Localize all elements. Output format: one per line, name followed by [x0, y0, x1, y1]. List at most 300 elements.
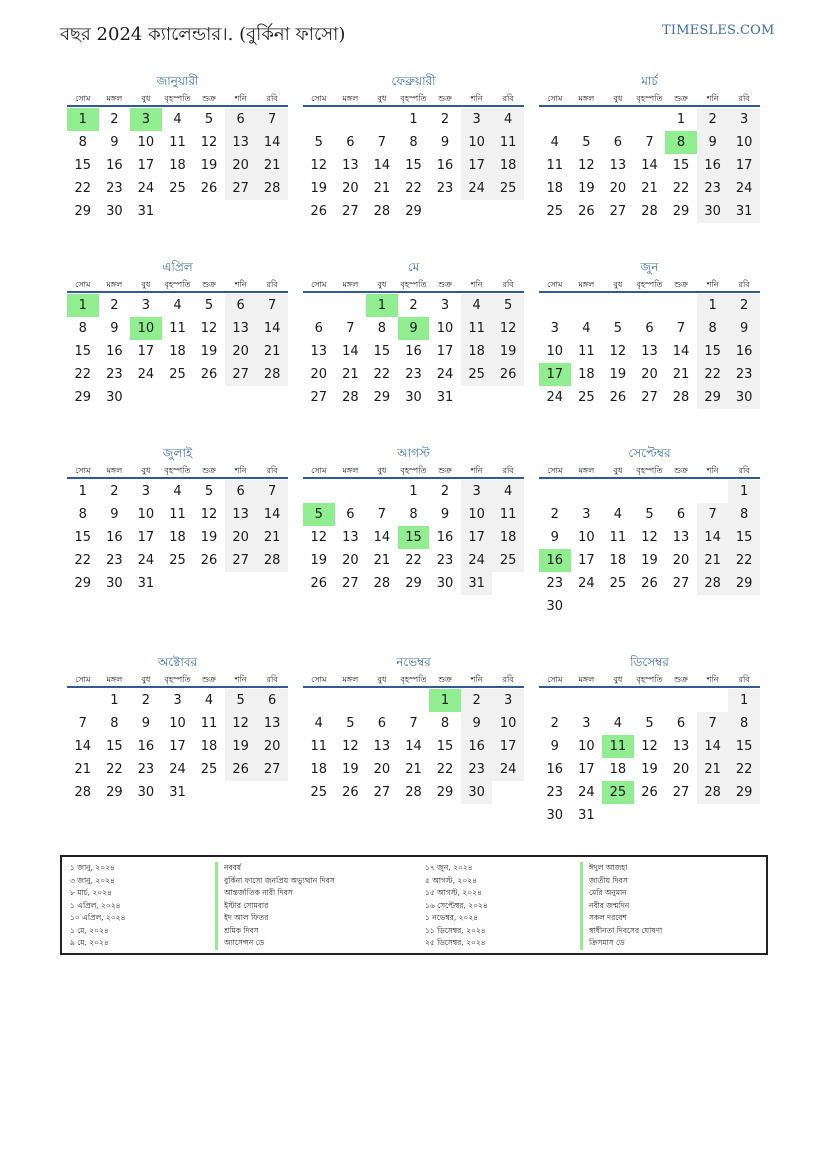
weekday-label: বৃহস্পতি [400, 280, 427, 289]
weekday-label: বৃহস্পতি [636, 675, 663, 684]
weekday-label: মঙ্গল [106, 94, 123, 103]
day-cell: 21 [256, 526, 288, 549]
holiday-date: ১৫ আগস্ট, ২০২৪ [425, 888, 482, 897]
month-block [539, 72, 760, 248]
day-cell: 14 [256, 317, 288, 340]
site-link[interactable]: TIMESLES.COM [662, 23, 775, 38]
day-cell: 7 [256, 108, 288, 131]
day-grid [303, 689, 524, 829]
weekday-label: শনি [706, 280, 719, 289]
day-cell: 12 [342, 739, 359, 754]
holiday-name: মেরি অনুমান [580, 887, 627, 900]
weekday-label: শনি [234, 280, 247, 289]
day-cell: 31 [169, 785, 186, 800]
day-cell: 20 [225, 340, 257, 363]
day-cell: 1 [728, 689, 760, 712]
holiday-day-cell: 1 [67, 108, 99, 131]
day-cell: 1 [409, 484, 418, 499]
day-cell: 12 [310, 530, 328, 545]
weekday-label: বুধ [377, 675, 387, 684]
day-cell: 24 [137, 553, 155, 568]
weekday-label: শনি [470, 280, 483, 289]
day-cell: 2 [440, 484, 450, 499]
day-cell: 27 [342, 204, 359, 219]
day-grid [67, 689, 288, 829]
day-cell: 25 [609, 576, 627, 591]
weekday-label: বুধ [141, 280, 151, 289]
day-cell: 5 [582, 135, 591, 150]
holiday-day-cell: 25 [602, 781, 634, 804]
day-cell: 13 [225, 317, 257, 340]
day-cell: 18 [461, 340, 493, 363]
day-cell: 13 [672, 530, 690, 545]
day-cell: 26 [225, 758, 257, 781]
day-cell: 3 [582, 507, 591, 522]
day-cell: 27 [225, 549, 257, 572]
weekday-header [67, 90, 288, 107]
month-name: নভেম্বর [396, 655, 431, 669]
day-cell: 28 [405, 785, 422, 800]
holiday-date: ১৬ সেপ্টেম্বর, ২০২৪ [425, 900, 488, 910]
day-cell: 11 [169, 135, 186, 150]
day-cell: 8 [440, 716, 450, 731]
day-cell: 22 [728, 758, 760, 781]
day-cell: 13 [641, 344, 658, 359]
day-cell: 16 [436, 158, 454, 173]
weekday-label: বুধ [141, 94, 151, 103]
day-cell: 2 [110, 112, 119, 127]
day-cell: 4 [204, 693, 214, 708]
day-cell: 11 [609, 530, 627, 545]
weekday-label: মঙ্গল [578, 280, 595, 289]
day-cell: 25 [546, 204, 564, 219]
day-cell: 20 [609, 181, 627, 196]
holiday-name: ক্রিসমাস ডে [580, 937, 625, 950]
day-cell: 23 [137, 762, 155, 777]
holiday-day-cell: 10 [130, 317, 162, 340]
day-cell: 13 [225, 503, 257, 526]
day-cell: 17 [137, 158, 155, 173]
weekday-header [539, 90, 760, 107]
day-cell: 25 [200, 762, 218, 777]
day-grid [303, 108, 524, 248]
day-cell: 26 [342, 785, 359, 800]
day-cell: 5 [204, 298, 214, 313]
day-cell: 10 [728, 131, 760, 154]
day-cell: 2 [461, 689, 493, 712]
holiday-name: বুর্কিনা ফাসো জনপ্রিয় অভ্যুত্থান দিবস [215, 875, 335, 888]
month-name: আগস্ট [397, 446, 430, 460]
day-cell: 19 [225, 735, 257, 758]
day-cell: 29 [405, 576, 422, 591]
day-cell: 27 [609, 204, 627, 219]
weekday-label: শুক্র [202, 94, 216, 103]
day-cell: 5 [346, 716, 355, 731]
day-cell: 21 [405, 762, 422, 777]
day-cell: 19 [492, 340, 524, 363]
day-cell: 10 [461, 131, 493, 154]
day-cell: 30 [461, 781, 493, 804]
holiday-date: ৯ মে, ২০২৪ [70, 938, 109, 947]
day-cell: 19 [342, 762, 359, 777]
day-cell: 21 [672, 367, 690, 382]
weekday-label: মঙ্গল [342, 675, 359, 684]
day-cell: 21 [256, 340, 288, 363]
weekday-label: মঙ্গল [106, 280, 123, 289]
day-cell: 13 [225, 131, 257, 154]
day-cell: 17 [578, 762, 595, 777]
day-cell: 15 [74, 344, 92, 359]
day-cell: 16 [106, 530, 123, 545]
day-cell: 10 [169, 716, 186, 731]
weekday-label: বুধ [613, 675, 623, 684]
holiday-name: ইদ আল ফিতর [215, 912, 268, 925]
day-cell: 5 [225, 689, 257, 712]
day-cell: 22 [74, 553, 92, 568]
day-cell: 12 [225, 712, 257, 735]
holiday-day-cell: 11 [602, 735, 634, 758]
weekday-label: শনি [470, 466, 483, 475]
weekday-header [539, 671, 760, 688]
day-cell: 25 [310, 785, 328, 800]
day-cell: 21 [697, 758, 729, 781]
day-cell: 18 [492, 526, 524, 549]
month-block [303, 258, 524, 434]
day-cell: 3 [728, 108, 760, 131]
day-cell: 4 [173, 298, 182, 313]
holiday-date: ১ জানু, ২০২৪ [70, 863, 115, 872]
holiday-date: ১ নভেম্বর, ২০২৪ [425, 913, 479, 922]
day-cell: 7 [645, 135, 654, 150]
day-cell: 1 [676, 112, 686, 127]
day-grid [539, 689, 760, 829]
holiday-day-cell: 1 [429, 689, 461, 712]
day-cell: 20 [256, 735, 288, 758]
weekday-header [67, 276, 288, 293]
weekday-label: রবি [738, 675, 750, 684]
day-cell: 15 [106, 739, 123, 754]
day-cell: 3 [173, 693, 182, 708]
day-cell: 24 [436, 367, 454, 382]
day-cell: 21 [256, 154, 288, 177]
day-cell: 6 [314, 321, 323, 336]
day-cell: 7 [697, 712, 729, 735]
day-cell: 21 [697, 549, 729, 572]
weekday-label: শুক্র [438, 94, 452, 103]
weekday-label: বৃহস্পতি [400, 466, 427, 475]
day-cell: 17 [578, 553, 595, 568]
day-cell: 11 [310, 739, 328, 754]
day-cell: 26 [609, 390, 627, 405]
holiday-date: ৫ আগস্ট, ২০২৪ [425, 875, 477, 885]
day-cell: 27 [342, 576, 359, 591]
day-cell: 18 [546, 181, 564, 196]
day-cell: 22 [405, 553, 422, 568]
day-cell: 19 [310, 553, 328, 568]
day-cell: 20 [641, 367, 658, 382]
day-cell: 26 [641, 576, 658, 591]
month-name: জানুয়ারী [156, 74, 199, 88]
day-cell: 9 [550, 739, 559, 754]
weekday-label: সোম [75, 94, 91, 103]
weekday-label: সোম [311, 280, 327, 289]
day-cell: 15 [697, 340, 729, 363]
day-cell: 12 [641, 530, 658, 545]
day-cell: 24 [546, 390, 564, 405]
day-cell: 20 [225, 526, 257, 549]
holiday-date: ৩ জানু, ২০২৪ [70, 875, 115, 885]
day-cell: 11 [200, 716, 218, 731]
day-cell: 18 [578, 367, 595, 382]
day-cell: 28 [342, 390, 359, 405]
day-cell: 20 [672, 762, 690, 777]
day-cell: 2 [550, 507, 559, 522]
holiday-date: ২৫ ডিসেম্বর, ২০২৪ [425, 938, 486, 947]
month-block [67, 258, 288, 434]
day-cell: 22 [74, 367, 92, 382]
day-cell: 27 [373, 785, 391, 800]
holiday-day-cell: 8 [665, 131, 697, 154]
day-cell: 7 [256, 294, 288, 317]
day-cell: 2 [697, 108, 729, 131]
day-cell: 27 [672, 576, 690, 591]
weekday-label: শনি [234, 94, 247, 103]
weekday-label: শনি [234, 675, 247, 684]
day-cell: 27 [225, 363, 257, 386]
day-cell: 10 [436, 321, 454, 336]
day-cell: 4 [492, 480, 524, 503]
day-cell: 17 [728, 154, 760, 177]
day-cell: 29 [405, 204, 422, 219]
day-cell: 20 [373, 762, 391, 777]
day-cell: 18 [609, 762, 627, 777]
day-cell: 9 [440, 135, 450, 150]
day-cell: 21 [641, 181, 658, 196]
weekday-label: সোম [311, 466, 327, 475]
holiday-name: ঈদুল আজহা [580, 862, 627, 875]
weekday-label: রবি [502, 280, 514, 289]
day-cell: 14 [256, 503, 288, 526]
day-cell: 9 [110, 321, 119, 336]
weekday-label: বুধ [377, 94, 387, 103]
weekday-label: রবি [738, 466, 750, 475]
day-cell: 26 [492, 363, 524, 386]
day-cell: 17 [137, 344, 155, 359]
day-cell: 10 [492, 712, 524, 735]
holiday-date: ৮ মার্চ, ২০২৪ [70, 888, 112, 897]
weekday-label: সোম [75, 280, 91, 289]
day-cell: 31 [728, 200, 760, 223]
day-cell: 23 [106, 181, 123, 196]
holiday-day-cell: 3 [130, 108, 162, 131]
day-cell: 15 [728, 735, 760, 758]
day-cell: 11 [169, 321, 186, 336]
day-grid [539, 108, 760, 248]
holiday-day-cell: 1 [67, 294, 99, 317]
weekday-label: রবি [502, 466, 514, 475]
day-cell: 23 [436, 181, 454, 196]
day-cell: 16 [405, 344, 422, 359]
day-cell: 22 [373, 367, 391, 382]
day-cell: 15 [373, 344, 391, 359]
day-cell: 14 [373, 530, 391, 545]
weekday-label: মঙ্গল [342, 466, 359, 475]
day-cell: 4 [613, 507, 623, 522]
day-cell: 29 [373, 390, 391, 405]
holiday-name: নববর্ষ [215, 862, 241, 875]
day-cell: 16 [697, 154, 729, 177]
day-grid [303, 480, 524, 620]
day-cell: 9 [141, 716, 151, 731]
day-cell: 28 [373, 204, 391, 219]
day-cell: 25 [492, 549, 524, 572]
day-cell: 22 [74, 181, 92, 196]
day-cell: 5 [645, 507, 654, 522]
day-cell: 26 [310, 576, 328, 591]
weekday-label: শনি [470, 94, 483, 103]
day-cell: 18 [200, 739, 218, 754]
day-cell: 24 [137, 181, 155, 196]
weekday-header [67, 462, 288, 479]
day-cell: 22 [436, 762, 454, 777]
day-cell: 3 [141, 484, 151, 499]
weekday-label: শনি [706, 466, 719, 475]
weekday-label: শুক্র [674, 280, 688, 289]
day-cell: 23 [106, 367, 123, 382]
day-cell: 17 [461, 154, 493, 177]
weekday-label: বৃহস্পতি [164, 94, 191, 103]
weekday-label: বৃহস্পতি [164, 675, 191, 684]
day-cell: 25 [169, 553, 186, 568]
day-cell: 8 [409, 135, 418, 150]
day-cell: 16 [106, 344, 123, 359]
day-cell: 2 [409, 298, 418, 313]
holiday-list [60, 855, 768, 955]
day-cell: 2 [141, 693, 151, 708]
day-cell: 25 [169, 181, 186, 196]
day-cell: 13 [256, 712, 288, 735]
day-cell: 10 [578, 739, 595, 754]
day-cell: 21 [342, 367, 359, 382]
day-cell: 6 [613, 135, 623, 150]
day-cell: 5 [613, 321, 623, 336]
day-cell: 17 [137, 530, 155, 545]
day-cell: 24 [492, 758, 524, 781]
day-cell: 6 [645, 321, 654, 336]
weekday-label: মঙ্গল [106, 675, 123, 684]
day-cell: 15 [74, 530, 92, 545]
month-block [67, 444, 288, 620]
day-cell: 8 [78, 507, 87, 522]
day-cell: 12 [492, 317, 524, 340]
day-cell: 30 [137, 785, 155, 800]
day-cell: 29 [436, 785, 454, 800]
day-cell: 11 [492, 131, 524, 154]
month-block [539, 258, 760, 434]
day-cell: 30 [106, 390, 123, 405]
day-cell: 3 [440, 298, 450, 313]
day-cell: 14 [74, 739, 92, 754]
holiday-name: নবীর জন্মদিন [580, 900, 629, 913]
weekday-label: মঙ্গল [106, 466, 123, 475]
day-cell: 22 [106, 762, 123, 777]
day-cell: 29 [697, 386, 729, 409]
holiday-name: অ্যাসেন্সন ডে [215, 937, 264, 950]
day-cell: 6 [676, 716, 686, 731]
day-cell: 23 [106, 553, 123, 568]
day-cell: 8 [728, 712, 760, 735]
day-cell: 28 [256, 177, 288, 200]
weekday-label: সোম [75, 675, 91, 684]
holiday-name: স্বাধীনতা দিবসের ঘোষণা [580, 925, 662, 938]
weekday-label: সোম [547, 94, 563, 103]
day-grid [67, 294, 288, 434]
weekday-label: বুধ [141, 675, 151, 684]
weekday-label: মঙ্গল [578, 675, 595, 684]
day-cell: 27 [641, 390, 658, 405]
day-cell: 12 [200, 321, 218, 336]
day-cell: 5 [204, 484, 214, 499]
day-grid [539, 480, 760, 620]
month-name: জুন [640, 260, 659, 274]
day-cell: 29 [74, 576, 92, 591]
day-cell: 24 [728, 177, 760, 200]
day-cell: 9 [440, 507, 450, 522]
day-cell: 10 [546, 344, 564, 359]
day-cell: 10 [578, 530, 595, 545]
day-cell: 20 [342, 553, 359, 568]
day-cell: 4 [314, 716, 323, 731]
day-cell: 18 [310, 762, 328, 777]
day-cell: 17 [461, 526, 493, 549]
weekday-label: শুক্র [674, 466, 688, 475]
day-cell: 23 [436, 553, 454, 568]
day-cell: 11 [578, 344, 595, 359]
day-cell: 14 [405, 739, 422, 754]
day-cell: 23 [405, 367, 422, 382]
month-block [67, 653, 288, 829]
weekday-label: শুক্র [202, 280, 216, 289]
weekday-label: সোম [311, 675, 327, 684]
weekday-label: বুধ [377, 280, 387, 289]
day-cell: 16 [461, 735, 493, 758]
day-grid [67, 480, 288, 620]
holiday-day-cell: 5 [303, 503, 335, 526]
weekday-label: মঙ্গল [342, 94, 359, 103]
weekday-label: বৃহস্পতি [636, 466, 663, 475]
day-cell: 7 [697, 503, 729, 526]
weekday-label: শনি [706, 675, 719, 684]
weekday-label: শনি [470, 675, 483, 684]
holiday-day-cell: 9 [398, 317, 430, 340]
day-cell: 14 [373, 158, 391, 173]
day-cell: 16 [137, 739, 155, 754]
day-cell: 13 [342, 158, 359, 173]
holiday-date: ১১ ডিসেম্বর, ২০২৪ [425, 925, 486, 935]
day-cell: 12 [310, 158, 328, 173]
day-cell: 29 [728, 572, 760, 595]
day-cell: 22 [728, 549, 760, 572]
month-block [303, 72, 524, 248]
day-cell: 4 [582, 321, 591, 336]
weekday-label: সোম [547, 675, 563, 684]
weekday-label: শুক্র [674, 675, 688, 684]
day-cell: 1 [728, 480, 760, 503]
day-cell: 23 [461, 758, 493, 781]
day-cell: 6 [676, 507, 686, 522]
day-cell: 30 [546, 599, 564, 614]
page-title: বছর 2024 ক্যালেন্ডার।. (বুর্কিনা ফাসো) [60, 24, 346, 45]
